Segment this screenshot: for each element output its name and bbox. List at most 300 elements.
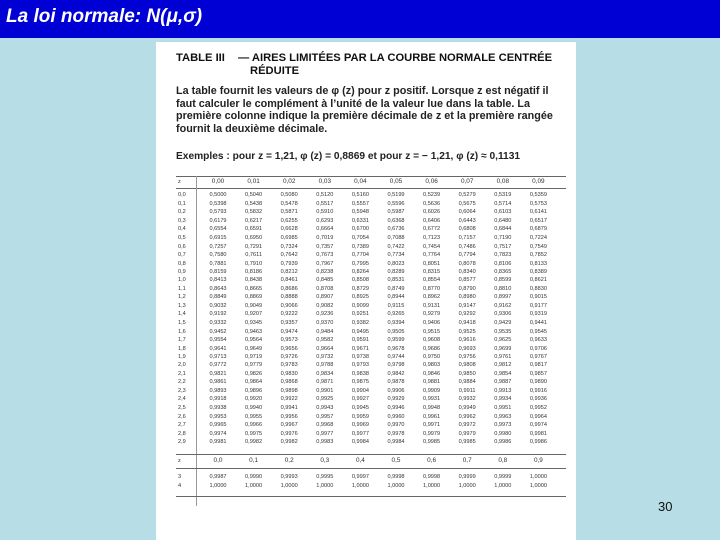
- table-cell: 0,5279: [458, 192, 476, 198]
- table-cell: 0,9977: [316, 430, 334, 437]
- table-cell: 0,9641: [209, 345, 227, 352]
- row-label: 1,8: [178, 345, 186, 352]
- table-cell: 0,6879: [529, 226, 547, 233]
- header-cell: 0,07: [460, 178, 474, 185]
- table-cell: 1,0000: [529, 483, 547, 489]
- table-cell: 0,9864: [245, 379, 263, 386]
- row-label: 2,3: [178, 387, 186, 394]
- table-cell: 0,9968: [316, 422, 334, 429]
- table-cell: 0,9370: [316, 320, 334, 326]
- table-cell: 0,7673: [316, 252, 334, 259]
- table-cell: 1,0000: [280, 483, 298, 489]
- table-cell: 0,9909: [423, 387, 441, 394]
- table-cell: 0,7088: [387, 235, 405, 241]
- table-cell: 0,6985: [280, 235, 298, 241]
- table-cell: 0,6331: [351, 217, 369, 224]
- table-cell: 0,7910: [245, 260, 263, 267]
- table-cell: 0,9713: [209, 354, 227, 361]
- table-cell: 0,6664: [316, 226, 334, 233]
- table-cell: 0,5199: [387, 192, 405, 198]
- table-cell: 0,6772: [423, 226, 441, 233]
- table-cell: 0,5753: [529, 200, 547, 207]
- table-cell: 0,9573: [280, 337, 298, 344]
- header-cell: 0,01: [247, 178, 260, 185]
- table-cell: 0,5517: [316, 200, 334, 207]
- table-cell: 0,9973: [494, 422, 512, 429]
- table-cell: 0,8238: [316, 269, 334, 276]
- table-cell: 1,0000: [351, 483, 369, 489]
- table-cell: 0,7549: [529, 243, 547, 250]
- table-cell: 0,9983: [316, 439, 334, 446]
- table-cell: 0,9918: [209, 396, 227, 403]
- table-cell: 0,5359: [529, 192, 547, 198]
- table-cell: 0,9761: [494, 354, 512, 361]
- table-cell: 0,9826: [245, 370, 263, 377]
- table-cell: 0,5871: [280, 209, 298, 216]
- table-cell: 0,8078: [458, 260, 476, 267]
- table-cell: 0,8980: [458, 294, 476, 301]
- row-label: 1,2: [178, 294, 186, 301]
- table-cell: 0,9821: [209, 370, 227, 377]
- table-cell: 0,9495: [351, 328, 369, 335]
- table-cell: 0,9965: [209, 422, 227, 429]
- table-cell: 0,7454: [423, 243, 441, 250]
- row-label: 1,9: [178, 354, 186, 361]
- table-cell: 0,5948: [351, 209, 369, 216]
- table-cell: 0,6700: [351, 226, 369, 233]
- table-cell: 0,9985: [423, 439, 441, 446]
- table-cell: 0,9951: [494, 405, 512, 411]
- table-cell: 0,5910: [316, 209, 334, 216]
- table-cell: 0,9979: [458, 430, 476, 437]
- table-cell: 0,7794: [458, 252, 476, 259]
- row-label: 0,4: [178, 226, 186, 233]
- table-cell: 0,7939: [280, 260, 298, 267]
- table-cell: 0,9306: [494, 311, 512, 318]
- table-cell: 0,5832: [245, 209, 263, 216]
- table-cell: 0,8438: [245, 277, 263, 283]
- table-cell: 0,7019: [316, 235, 334, 241]
- table-cell: 0,9222: [280, 311, 298, 318]
- table-cell: 0,9599: [387, 337, 405, 344]
- table-cell: 0,9999: [494, 474, 512, 480]
- table-title-line1: — AIRES LIMITÉES PAR LA COURBE NORMALE CENTRÉE: [238, 52, 553, 64]
- table-cell: 0,9868: [280, 379, 298, 386]
- table-cell: 0,9554: [209, 337, 227, 344]
- table-cell: 0,9911: [458, 387, 476, 394]
- table-cell: 0,9830: [280, 370, 298, 377]
- table-cell: 0,9779: [245, 362, 263, 368]
- table-cell: 0,9904: [351, 387, 369, 394]
- slide-title: La loi normale: N(μ,σ): [6, 6, 203, 27]
- table-cell: 1,0000: [316, 483, 334, 489]
- table-cell: 0,7291: [245, 243, 263, 250]
- table-cell: 0,9793: [351, 362, 369, 368]
- table-cell: 0,9357: [280, 320, 298, 326]
- table-cell: 0,7123: [423, 235, 441, 241]
- row-label: 2,0: [178, 362, 186, 368]
- table-cell: 0,9938: [209, 405, 227, 411]
- table-cell: 0,9842: [387, 370, 405, 377]
- table-cell: 0,9429: [494, 320, 512, 326]
- row-label: 1,3: [178, 302, 186, 309]
- table-cell: 0,5080: [280, 192, 298, 198]
- table-cell: 0,6628: [280, 226, 298, 233]
- header-cell: 0,7: [462, 457, 472, 464]
- row-label: 2,5: [178, 405, 186, 411]
- table-cell: 0,9699: [494, 345, 512, 352]
- table-cell: 0,7764: [423, 252, 441, 259]
- table-cell: 1,0000: [529, 474, 547, 480]
- table-cell: 0,8106: [494, 260, 512, 267]
- table-cell: 0,6217: [245, 217, 263, 224]
- table-cell: 0,9993: [280, 474, 298, 480]
- table-cell: 0,7823: [494, 252, 512, 259]
- table-cell: 0,9418: [458, 320, 476, 326]
- table-cell: 0,8365: [494, 269, 512, 276]
- table-rule: [176, 188, 566, 189]
- header-cell: 0,03: [318, 178, 332, 185]
- table-cell: 0,9977: [351, 430, 369, 437]
- table-cell: 0,6736: [387, 226, 405, 233]
- table-cell: 1,0000: [494, 483, 512, 489]
- table-cell: 0,9984: [387, 439, 405, 446]
- row-label: 0,9: [178, 269, 186, 276]
- table-cell: 0,8389: [529, 269, 547, 276]
- table-cell: 0,9916: [529, 387, 547, 394]
- table-cell: 0,5478: [280, 200, 298, 207]
- table-cell: 0,9922: [280, 396, 298, 403]
- header-cell: 0,1: [249, 457, 259, 464]
- table-cell: 0,9332: [209, 320, 227, 326]
- table-cell: 0,9394: [387, 320, 405, 326]
- table-cell: 0,9082: [316, 302, 334, 309]
- table-cell: 0,6368: [387, 217, 405, 224]
- table-cell: 0,8461: [280, 277, 298, 283]
- table-cell: 0,6064: [458, 209, 476, 216]
- table-cell: 0,8770: [423, 285, 441, 292]
- header-cell: 0,5: [391, 457, 401, 464]
- table-cell: 0,9953: [209, 413, 227, 420]
- table-cell: 0,9981: [209, 439, 227, 446]
- table-cell: 0,9985: [458, 439, 476, 446]
- table-cell: 0,8289: [387, 269, 405, 276]
- table-cell: 0,9345: [245, 320, 263, 326]
- table-cell: 0,9738: [351, 354, 369, 361]
- table-cell: 0,8665: [245, 285, 263, 292]
- table-cell: 0,9850: [458, 370, 476, 377]
- table-cell: 0,7642: [280, 252, 298, 259]
- table-cell: 0,7157: [458, 235, 476, 241]
- table-cell: 0,7517: [494, 243, 512, 250]
- table-cell: 0,6293: [316, 217, 334, 224]
- table-cell: 0,9515: [423, 328, 441, 335]
- table-cell: 0,7257: [209, 243, 227, 250]
- table-cell: 0,9854: [494, 370, 512, 377]
- table-cell: 0,8830: [529, 285, 547, 292]
- table-cell: 0,8264: [351, 269, 369, 276]
- table-cell: 0,8962: [423, 294, 441, 301]
- table-cell: 0,9887: [494, 379, 512, 386]
- table-cell: 0,9984: [351, 439, 369, 446]
- table-cell: 0,5239: [423, 192, 441, 198]
- table-cell: 0,8531: [387, 277, 405, 283]
- table-cell: 0,8577: [458, 277, 476, 283]
- table-cell: 0,9913: [494, 387, 512, 394]
- table-cell: 0,9946: [387, 405, 405, 411]
- table-title: [176, 52, 571, 78]
- table-title-line2: RÉDUITE: [250, 65, 300, 77]
- header-cell: 0,08: [496, 178, 510, 185]
- table-cell: 0,9906: [387, 387, 405, 394]
- table-cell: 0,9671: [351, 345, 369, 352]
- table-cell: 0,9980: [494, 430, 512, 437]
- table-cell: 0,7967: [316, 260, 334, 267]
- table-cell: 0,8643: [209, 285, 227, 292]
- table-cell: 0,7357: [316, 243, 334, 250]
- table-cell: 0,9934: [494, 396, 512, 403]
- table-cell: 0,9032: [209, 302, 227, 309]
- table-cell: 0,9817: [529, 362, 547, 368]
- table-cell: 0,9162: [494, 302, 512, 309]
- table-cell: 0,9927: [351, 396, 369, 403]
- scanned-page: [156, 42, 576, 540]
- table-cell: 0,9750: [423, 354, 441, 361]
- header-cell: 0,0: [213, 457, 223, 464]
- table-cell: 0,6591: [245, 226, 263, 233]
- row-label: 1,0: [178, 277, 186, 283]
- table-cell: 0,9971: [423, 422, 441, 429]
- table-cell: 0,9976: [280, 430, 298, 437]
- table-cell: 0,6141: [529, 209, 547, 216]
- table-cell: 1,0000: [209, 483, 227, 489]
- table-cell: 0,9406: [423, 320, 441, 326]
- table-cell: 0,9783: [280, 362, 298, 368]
- table-cell: 0,9898: [280, 387, 298, 394]
- table-number: TABLE III: [176, 52, 225, 64]
- table-rule: [176, 468, 566, 469]
- table-cell: 0,9591: [351, 337, 369, 344]
- table-cell: 0,8051: [423, 260, 441, 267]
- table-cell: 0,9015: [529, 294, 547, 301]
- table-cell: 0,5398: [209, 200, 227, 207]
- row-label: 1,5: [178, 320, 186, 326]
- table-cell: 0,8186: [245, 269, 263, 276]
- table-cell: 0,8708: [316, 285, 334, 292]
- table-cell: 0,9959: [351, 413, 369, 420]
- table-cell: 0,9803: [423, 362, 441, 368]
- table-cell: 0,7580: [209, 252, 227, 259]
- table-cell: 0,9974: [209, 430, 227, 437]
- table-cell: 0,9192: [209, 311, 227, 318]
- table-cell: 0,8212: [280, 269, 298, 276]
- table-cell: 0,9981: [529, 430, 547, 437]
- header-cell: 0,8: [498, 457, 508, 464]
- header-cell: 0,04: [354, 178, 367, 185]
- table-cell: 0,9964: [529, 413, 547, 420]
- table-cell: 0,5160: [351, 192, 369, 198]
- table-cell: 0,7224: [529, 235, 547, 241]
- table-cell: 0,7852: [529, 252, 547, 259]
- table-cell: 0,9986: [529, 439, 547, 446]
- row-label: 3: [178, 474, 182, 480]
- row-label: 0,2: [178, 209, 186, 216]
- table-cell: 0,5438: [245, 200, 263, 207]
- table-cell: 0,9756: [458, 354, 476, 361]
- table-example: Exemples : pour z = 1,21, φ (z) = 0,8869 et pour z = − 1,21, φ (z) ≈ 0,1131: [176, 151, 521, 162]
- table-rule: [176, 176, 566, 177]
- table-cell: 0,9997: [351, 474, 369, 480]
- table-cell: 0,5793: [209, 209, 227, 216]
- table-cell: 0,9982: [245, 439, 263, 446]
- header-cell: 0,3: [320, 457, 330, 464]
- table-cell: 0,8888: [280, 294, 298, 301]
- table-cell: 0,9878: [387, 379, 405, 386]
- table-cell: 0,6406: [423, 217, 441, 224]
- row-label: 2,4: [178, 396, 186, 403]
- table-cell: 0,9970: [387, 422, 405, 429]
- table-cell: 0,7704: [351, 252, 369, 259]
- table-cell: 0,9890: [529, 379, 547, 386]
- table-cell: 0,9236: [316, 311, 334, 318]
- table-cell: 0,9952: [529, 405, 547, 411]
- table-cell: 0,9945: [351, 405, 369, 411]
- table-cell: 1,0000: [387, 483, 405, 489]
- table-cell: 0,9265: [387, 311, 405, 318]
- table-cell: 0,9732: [316, 354, 334, 361]
- row-label: 0,7: [178, 252, 186, 259]
- table-cell: 0,9974: [529, 422, 547, 429]
- table-cell: 0,9957: [316, 413, 334, 420]
- table-cell: 0,8599: [494, 277, 512, 283]
- table-cell: 0,9463: [245, 328, 263, 335]
- table-cell: 0,9925: [316, 396, 334, 403]
- table-cell: 0,9949: [458, 405, 476, 411]
- table-cell: 0,9207: [245, 311, 263, 318]
- table-cell: 0,9875: [351, 379, 369, 386]
- table-cell: 0,8869: [245, 294, 263, 301]
- table-cell: 0,9633: [529, 337, 547, 344]
- table-cell: 0,6915: [209, 235, 227, 241]
- header-cell: 0,9: [533, 457, 543, 464]
- table-cell: 0,9998: [423, 474, 441, 480]
- table-cell: 0,7611: [245, 252, 262, 259]
- table-cell: 0,9962: [458, 413, 476, 420]
- table-cell: 0,9967: [280, 422, 298, 429]
- table-cell: 0,9920: [245, 396, 263, 403]
- table-cell: 0,8133: [529, 260, 547, 267]
- table-cell: 0,9474: [280, 328, 298, 335]
- table-cell: 0,8159: [209, 269, 227, 276]
- table-cell: 0,9881: [423, 379, 441, 386]
- row-label: 4: [178, 483, 182, 489]
- table-cell: 0,9115: [387, 302, 405, 309]
- table-cell: 0,9564: [245, 337, 263, 344]
- table-cell: 0,8315: [423, 269, 441, 276]
- table-cell: 0,9961: [423, 413, 441, 420]
- table-cell: 0,9955: [245, 413, 263, 420]
- table-cell: 0,8340: [458, 269, 476, 276]
- row-label: 2,7: [178, 422, 186, 429]
- table-cell: 0,9772: [209, 362, 227, 368]
- table-cell: 0,9616: [458, 337, 476, 344]
- row-label: 2,8: [178, 430, 186, 437]
- table-cell: 0,9940: [245, 405, 263, 411]
- table-cell: 0,6443: [458, 217, 476, 224]
- table-cell: 1,0000: [423, 483, 441, 489]
- title-bar: [0, 0, 720, 38]
- row-label: 1,6: [178, 328, 186, 335]
- table-cell: 0,9656: [280, 345, 298, 352]
- table-cell: 0,5319: [494, 192, 512, 198]
- table-cell: 0,9525: [458, 328, 476, 335]
- table-cell: 0,9995: [316, 474, 334, 480]
- table-cell: 0,9147: [458, 302, 476, 309]
- table-cell: 0,9251: [351, 311, 369, 318]
- row-label: 2,2: [178, 379, 186, 386]
- row-label: 0,3: [178, 217, 186, 224]
- table-cell: 0,9131: [423, 302, 441, 309]
- table-cell: 0,9292: [458, 311, 476, 318]
- row-label: 0,0: [178, 192, 186, 198]
- table-cell: 0,8790: [458, 285, 476, 292]
- row-label: 1,4: [178, 311, 186, 318]
- row-label: 2,9: [178, 439, 186, 446]
- table-cell: 0,9649: [245, 345, 263, 352]
- table-cell: 0,8749: [387, 285, 405, 292]
- table-cell: 0,9960: [387, 413, 405, 420]
- table-cell: 0,9099: [351, 302, 369, 309]
- table-cell: 0,9505: [387, 328, 405, 335]
- header-cell: 0,06: [425, 178, 438, 185]
- table-cell: 0,9966: [245, 422, 263, 429]
- table-cell: 0,8485: [316, 277, 334, 283]
- table-cell: 0,9767: [529, 354, 547, 361]
- table-cell: 0,9834: [316, 370, 334, 377]
- table-cell: 0,7995: [351, 260, 369, 267]
- table-cell: 0,7190: [494, 235, 512, 241]
- table-cell: 0,9608: [423, 337, 441, 344]
- table-cell: 0,9943: [316, 405, 334, 411]
- row-label: 1,7: [178, 337, 186, 344]
- table-cell: 0,9861: [209, 379, 227, 386]
- table-cell: 0,9846: [423, 370, 441, 377]
- table-cell: 0,7881: [209, 260, 227, 267]
- table-cell: 0,9999: [458, 474, 476, 480]
- normal-table-grid: [176, 176, 566, 520]
- table-cell: 0,9963: [494, 413, 512, 420]
- table-cell: 0,9884: [458, 379, 476, 386]
- table-cell: 0,9484: [316, 328, 334, 335]
- table-cell: 0,9706: [529, 345, 547, 352]
- table-cell: 0,9932: [458, 396, 476, 403]
- table-cell: 0,8729: [351, 285, 369, 292]
- table-cell: 0,9719: [245, 354, 263, 361]
- table-cell: 0,9177: [529, 302, 547, 309]
- header-cell: 0,4: [355, 457, 365, 464]
- table-cell: 0,5596: [387, 200, 405, 207]
- table-rule: [176, 454, 566, 455]
- table-cell: 0,9982: [280, 439, 298, 446]
- table-cell: 0,5714: [494, 200, 512, 207]
- table-cell: 0,8907: [316, 294, 334, 301]
- table-cell: 0,6255: [280, 217, 298, 224]
- row-label: 2,6: [178, 413, 186, 420]
- header-cell: 0,6: [427, 457, 437, 464]
- table-description: La table fournit les valeurs de φ (z) pour z positif. Lorsque z est négatif il faut calculer le complément à l’unité de la valeur lue dans la table. La première colonne indique la première décimale de z et la première rangée fournit la deuxième décimale.: [176, 85, 553, 135]
- table-cell: 0,9857: [529, 370, 547, 377]
- table-cell: 0,8997: [494, 294, 512, 301]
